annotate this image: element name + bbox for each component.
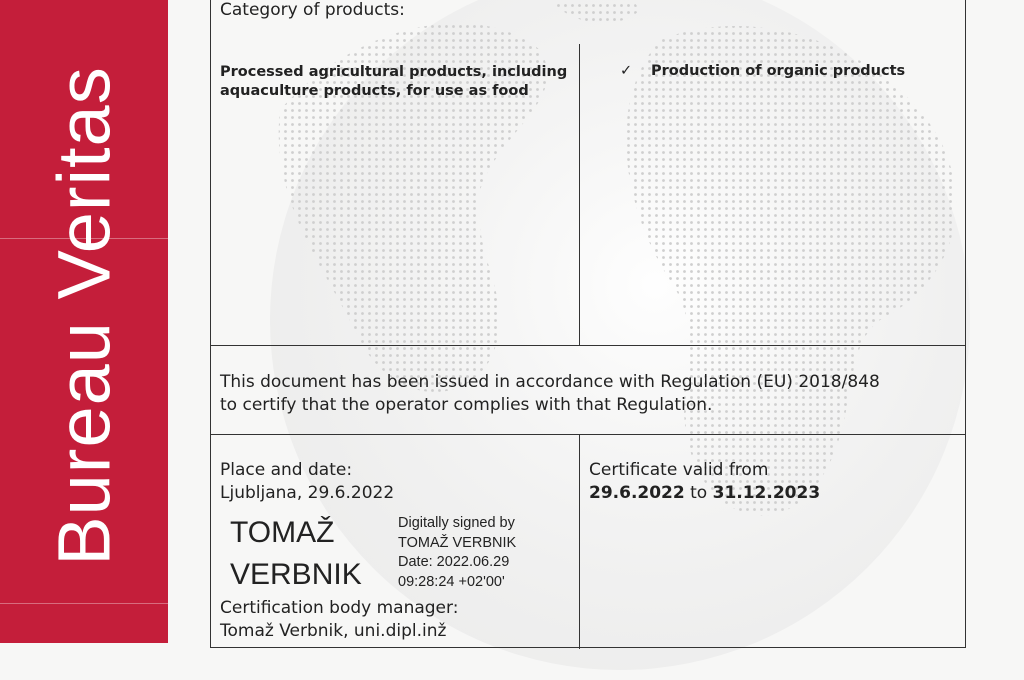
place-date-label: Place and date:: [220, 460, 353, 480]
checkmark-icon: ✓: [620, 63, 633, 79]
digital-signature-info: [398, 514, 516, 592]
activity-item: [620, 63, 905, 79]
footer-column-divider: [579, 434, 580, 649]
valid-from-date: 29.6.2022: [589, 483, 685, 503]
row-divider: [210, 345, 966, 346]
sidebar-divider: [0, 603, 168, 604]
signature-meta-line: Date: 2022.06.29: [398, 554, 510, 570]
brand-logo-text: Bureau Veritas: [42, 66, 126, 566]
manager-label: Certification body manager:: [220, 598, 459, 618]
validity-label: Certificate valid from: [589, 460, 769, 480]
place-date-value: Ljubljana, 29.6.2022: [220, 483, 395, 503]
signature-meta-line: TOMAŽ VERBNIK: [398, 534, 517, 551]
regulation-line: to certify that the operator complies with that Regulation.: [220, 395, 713, 415]
activity-label: Production of organic products: [651, 63, 906, 79]
validity-range: [589, 483, 820, 503]
signature-meta-line: Digitally signed by: [398, 515, 515, 531]
category-label: Category of products:: [220, 0, 405, 20]
valid-to-word: to: [690, 483, 708, 503]
category-column-divider: [579, 44, 580, 345]
signature-last-name: VERBNIK: [230, 558, 362, 591]
signature-first-name: TOMAŽ: [230, 516, 335, 549]
signature-meta-line: 09:28:24 +02'00': [398, 573, 505, 590]
regulation-line: This document has been issued in accordance with Regulation (EU) 2018/848: [220, 372, 880, 392]
regulation-statement: [220, 371, 880, 417]
row-divider: [210, 434, 966, 435]
valid-to-date: 31.12.2023: [712, 483, 821, 503]
brand-sidebar: [0, 0, 168, 643]
manager-name: Tomaž Verbnik, uni.dipl.inž: [220, 621, 447, 641]
product-category: Processed agricultural products, including aquaculture products, for use as food: [220, 64, 568, 99]
